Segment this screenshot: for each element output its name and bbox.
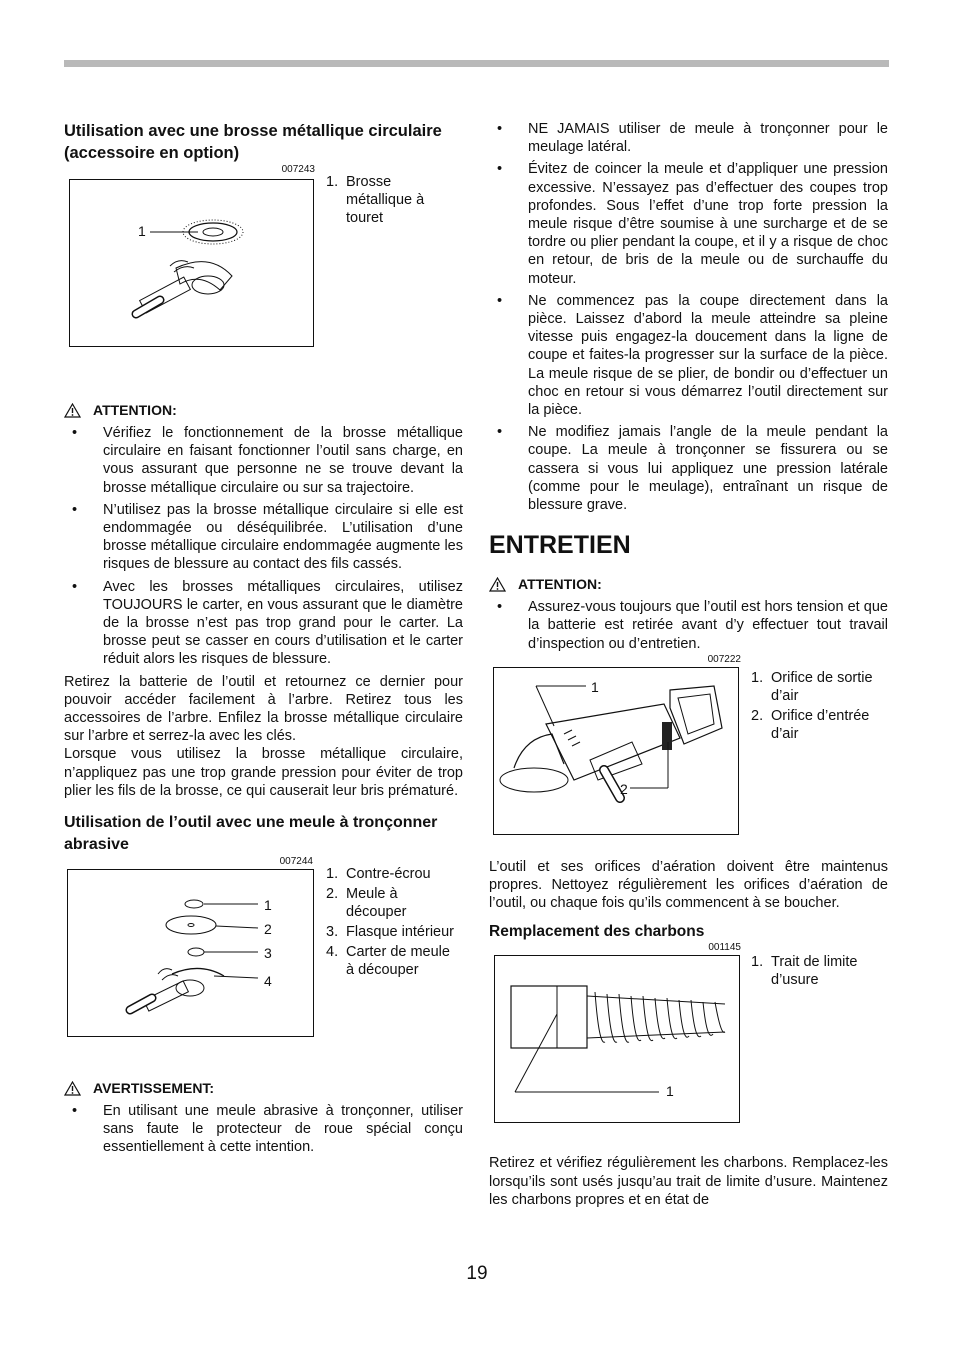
section-title-carbon-brushes: Remplacement des charbons xyxy=(489,923,705,941)
legend-item: 1. Orifice de sortie d’air xyxy=(751,669,873,704)
paragraph: Retirez la batterie de l’outil et retournez ce dernier pour pouvoir accéder facilement à l’arbre. Retirez tous les accessoires de l’arbre. Enfilez la brosse métallique circulaire sur l’arbre et serrez-la avec les clés. xyxy=(64,673,463,745)
callout-2: 2 xyxy=(264,921,272,938)
callout-3: 3 xyxy=(264,945,272,962)
legend-item: 1. Brosse métallique à touret xyxy=(326,174,425,226)
carbon-brush-drawing xyxy=(495,956,739,1122)
left-column xyxy=(64,120,463,1161)
callout-1: 1 xyxy=(666,1083,674,1100)
top-rule xyxy=(64,60,889,67)
figure-code: 001145 xyxy=(708,942,741,954)
illustration-air-vents xyxy=(493,667,739,835)
list-item: • Ne modifiez jamais l’angle de la meule pendant la coupe. La meule à tronçonner se fissurera ou se cassera si vous lui appliquez une pression latérale (comme pour le meulage), entraînant un risque de blessure grave. xyxy=(489,423,888,514)
angle-grinder-drawing xyxy=(494,668,738,834)
cutoff-safety-list xyxy=(489,120,888,514)
figure-legend xyxy=(751,953,888,989)
list-item: • N’utilisez pas la brosse métallique circulaire si elle est endommagée ou déséquilibrée. L’utilisation d’une brosse métallique circulaire endommagée augmente les risques de blessure au contact des fils cassés. xyxy=(64,501,463,574)
figure-wire-brush xyxy=(64,176,463,350)
section-heading-entretien: ENTRETIEN xyxy=(489,531,631,560)
illustration-wire-brush xyxy=(69,179,314,347)
section-title-wire-brush: Utilisation avec une brosse métallique circulaire (accessoire en option) xyxy=(64,122,442,162)
figure-cutoff-wheel xyxy=(64,868,463,1042)
attention-list xyxy=(489,598,888,653)
callout-1: 1 xyxy=(138,223,146,239)
callout-4: 4 xyxy=(264,973,272,990)
illustration-carbon-brush xyxy=(494,955,740,1123)
figure-legend xyxy=(751,669,888,743)
figure-code: 007243 xyxy=(281,164,315,175)
legend-item: 2. Orifice d’entrée d’air xyxy=(751,707,870,742)
paragraph: L’outil et ses orifices d’aération doivent être maintenus propres. Nettoyez régulièrement les orifices d’aération de l’outil, ou chaque fois qu’ils commencent à se boucher. xyxy=(489,858,888,912)
callout-1: 1 xyxy=(264,897,272,914)
figure-legend xyxy=(326,865,461,979)
legend-item: 1. Contre-écrou xyxy=(326,866,431,883)
callout-1: 1 xyxy=(591,678,599,695)
paragraph: Retirez et vérifiez régulièrement les charbons. Remplacez-les lorsqu’ils sont usés jusqu’au trait de limite d’usure. Maintenez les charbons propres et en état de xyxy=(489,1155,888,1208)
warning-label: AVERTISSEMENT: xyxy=(64,1080,463,1096)
paragraph: Lorsque vous utilisez la brosse métallique circulaire, n’appliquez pas une trop grande pression pour éviter de trop plier les fils de la brosse, ce qui causerait leur bris prématuré. xyxy=(64,746,463,799)
figure-code: 007244 xyxy=(279,856,313,868)
figure-carbon-brush xyxy=(489,954,888,1132)
cutoff-wheel-drawing xyxy=(68,870,313,1036)
list-item: • Vérifiez le fonctionnement de la brosse métallique circulaire en faisant fonctionner l’outil sans charge, en vous assurant que personne ne se trouve devant la brosse métallique circulaire ou sur sa trajectoire. xyxy=(64,424,463,497)
figure-air-vents xyxy=(489,666,888,844)
list-item: • En utilisant une meule abrasive à tronçonner, utiliser sans faute le protecteur de roue spécial conçu essentiellement à cette intention. xyxy=(64,1102,463,1157)
attention-label: ATTENTION: xyxy=(64,402,463,418)
warning-list xyxy=(64,1102,463,1157)
figure-legend xyxy=(326,173,461,227)
list-item: • NE JAMAIS utiliser de meule à tronçonner pour le meulage latéral. xyxy=(489,120,888,156)
callout-2: 2 xyxy=(620,780,628,797)
list-item: • Assurez-vous toujours que l’outil est hors tension et que la batterie est retirée avant d’y effectuer tout travail d’inspection ou d’entretien. xyxy=(489,598,888,653)
legend-item: 1. Trait de limite d’usure xyxy=(751,954,858,989)
legend-item: 3. Flasque intérieur xyxy=(326,924,454,941)
section-title-cutoff-wheel: Utilisation de l’outil avec une meule à tronçonner abrasive xyxy=(64,814,438,854)
legend-item: 2. Meule à découper xyxy=(326,886,407,921)
illustration-cutoff-wheel xyxy=(67,869,314,1037)
attention-list xyxy=(64,424,463,669)
page-number: 19 xyxy=(466,1263,488,1284)
attention-label: ATTENTION: xyxy=(489,576,888,592)
list-item: • Ne commencez pas la coupe directement dans la pièce. Laissez d’abord la meule atteindre sa pleine vitesse puis engagez-la doucement dans la ligne de coupe et faites-la progresser sur la surface de la pièce. La meule risque de se plier, de bondir ou d’effectuer un choc en retour si vous démarrez l’outil directement sur la pièce. xyxy=(489,292,888,419)
list-item: • Avec les brosses métalliques circulaires, utilisez TOUJOURS le carter, en vous assurant que le diamètre de la brosse n’est pas trop grand pour le carter. La brosse peut se casser en cours d’utilisation et le carter réduit alors les risques de blessure. xyxy=(64,578,463,669)
wire-brush-drawing xyxy=(70,180,313,346)
figure-code: 007222 xyxy=(707,653,741,665)
right-column xyxy=(489,120,888,1209)
warning-triangle-icon xyxy=(64,1081,81,1096)
warning-triangle-icon xyxy=(489,577,506,592)
legend-item: 4. Carter de meule à découper xyxy=(326,944,450,979)
list-item: • Évitez de coincer la meule et d’appliquer une pression excessive. N’essayez pas d’effectuer des coupes trop profondes. Sous l’effet d’une trop forte pression la meule risque d’être soumise à une surcharge et de se tordre ou plier pendant la coupe, et il y a risque de choc en retour, de bris de la meule ou de surchauffe du moteur. xyxy=(489,160,888,287)
warning-triangle-icon xyxy=(64,403,81,418)
